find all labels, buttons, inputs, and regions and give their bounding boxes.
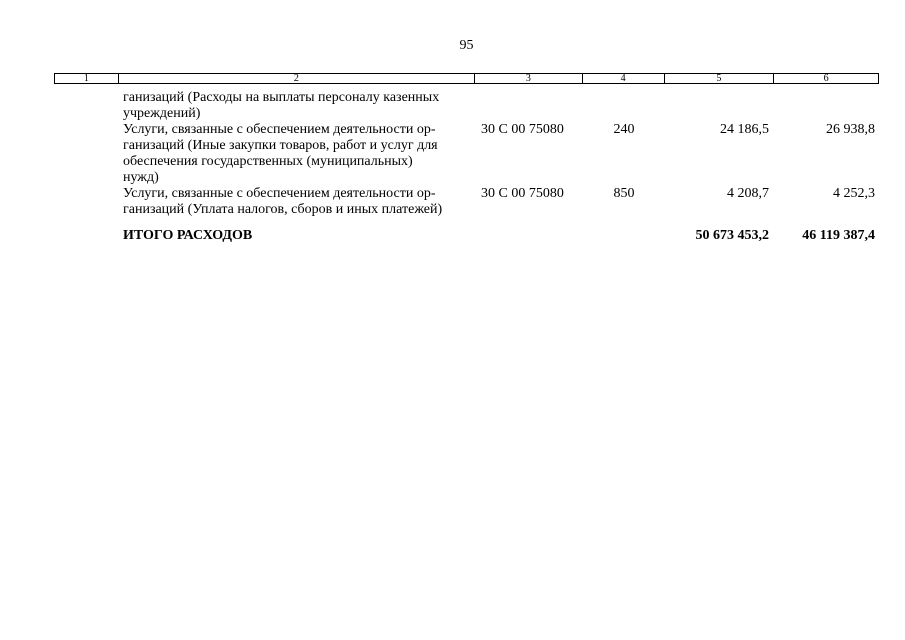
- column-header-5: 5: [665, 74, 775, 83]
- table-row: [54, 186, 879, 218]
- row-value-6: 26 938,8: [826, 122, 875, 137]
- description-line: нужд): [123, 170, 159, 185]
- column-header-6: 6: [823, 73, 829, 84]
- description-line: ганизаций (Уплата налогов, сборов и иных платежей): [123, 202, 443, 217]
- table-header-row: [54, 73, 879, 84]
- description-line: Услуги, связанные с обеспечением деятельности ор-: [123, 122, 436, 137]
- total-code: [475, 228, 583, 244]
- row-code: 30 С 00 75080: [481, 186, 564, 201]
- row-value-5: 24 186,5: [720, 122, 769, 137]
- total-row: [54, 228, 879, 244]
- total-kvr: [583, 228, 665, 244]
- description-line: учреждений): [123, 106, 201, 121]
- description-line: ганизаций (Иные закупки товаров, работ и услуг для: [123, 138, 438, 153]
- table-row: [54, 90, 879, 122]
- description-line: ганизаций (Расходы на выплаты персоналу казенных: [123, 90, 440, 105]
- row-kvr: 240: [613, 122, 635, 137]
- row-value-5: 4 208,7: [727, 186, 769, 201]
- row-value-6: [775, 90, 879, 122]
- column-header-3: 3: [475, 74, 583, 83]
- column-header-2: 2: [119, 74, 475, 83]
- row-description: [54, 186, 475, 218]
- page-number: 95: [459, 38, 474, 53]
- row-description: [54, 122, 475, 186]
- row-kvr: 850: [613, 186, 635, 201]
- row-description: [54, 90, 475, 122]
- table-row: [54, 122, 879, 186]
- row-kvr: [583, 90, 665, 122]
- column-header-4: 4: [583, 74, 665, 83]
- description-line: Услуги, связанные с обеспечением деятельности ор-: [123, 186, 436, 201]
- column-header-1: 1: [55, 74, 119, 83]
- table-body: [54, 90, 879, 244]
- description-line: обеспечения государственных (муниципальных): [123, 154, 413, 169]
- row-value-5: [665, 90, 775, 122]
- row-value-6: 4 252,3: [833, 186, 875, 201]
- total-value-6: 46 119 387,4: [802, 228, 875, 243]
- total-label: ИТОГО РАСХОДОВ: [123, 228, 253, 243]
- total-value-5: 50 673 453,2: [695, 228, 769, 243]
- row-code: 30 С 00 75080: [481, 122, 564, 137]
- row-code: [475, 90, 583, 122]
